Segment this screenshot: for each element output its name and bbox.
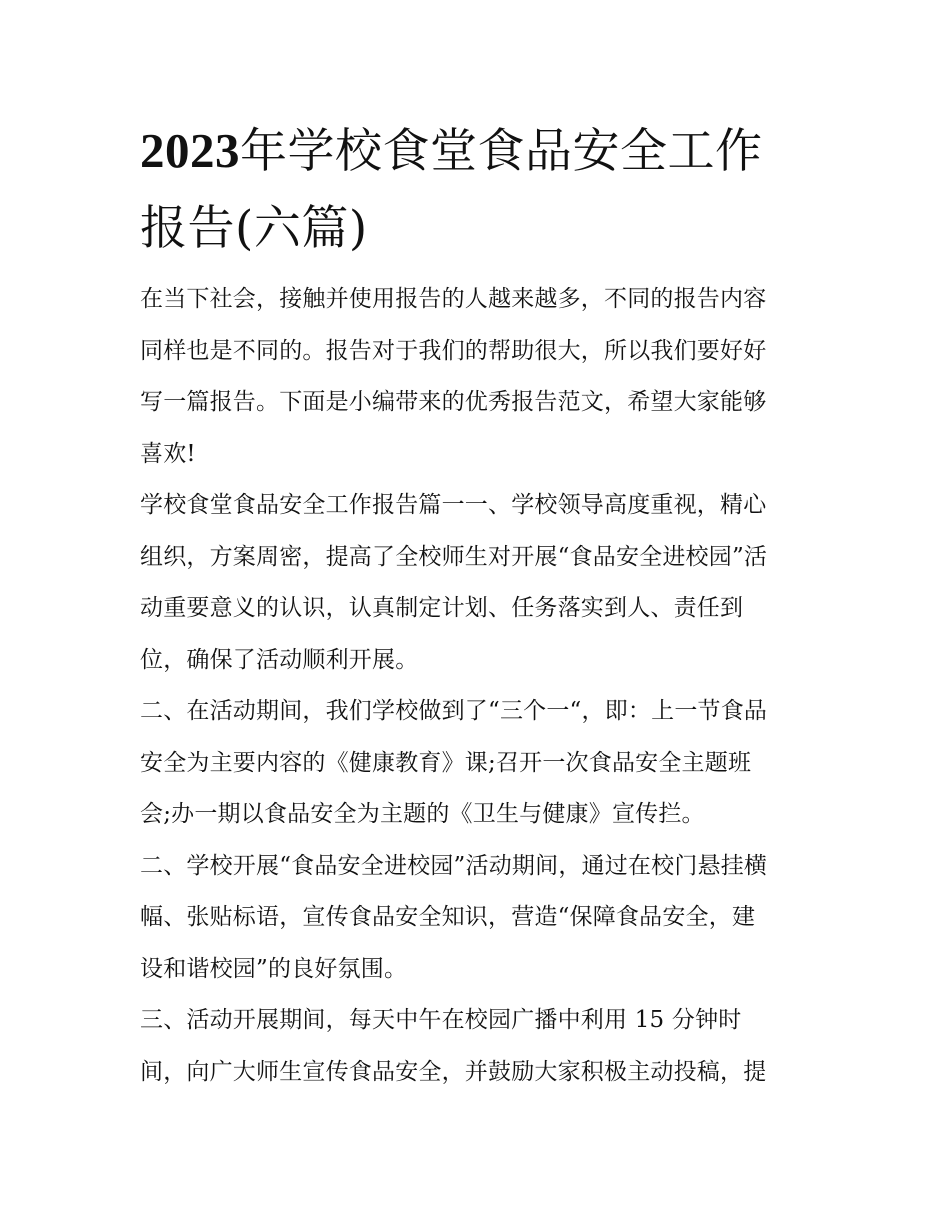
body-line: 间，向广大师生宣传食品安全，并鼓励大家积极主动投稿，提 — [140, 1058, 767, 1085]
title-line-1: 年学校食堂食品安全工作 — [240, 124, 763, 179]
body-line: 二、在活动期间，我们学校做到了“三个一“，即：上一节食品 — [140, 698, 768, 724]
body-line: 会;办一期以食品安全为主题的《卫生与健康》宣传拦。 — [140, 801, 705, 827]
document-body — [140, 274, 820, 1098]
body-line: 三、活动开展期间，每天中午在校园广播中利用 15 分钟时 — [140, 1007, 742, 1033]
document-title — [140, 112, 820, 267]
title-year: 2023 — [140, 123, 240, 178]
body-line: 喜欢! — [140, 440, 196, 467]
body-line: 组织，方案周密，提高了全校师生对开展“食品安全进校园”活 — [140, 543, 768, 570]
title-line-2: 报告(六篇) — [140, 201, 368, 256]
body-line: 动重要意义的认识，认真制定计划、任务落实到人、责任到 — [140, 595, 744, 621]
body-line: 幅、张贴标语，宣传食品安全知识，营造“保障食品安全，建 — [140, 904, 756, 930]
body-line: 安全为主要内容的《健康教育》课;召开一次食品安全主题班 — [140, 749, 752, 776]
body-line: 写一篇报告。下面是小编带来的优秀报告范文，希望大家能够 — [140, 389, 767, 415]
body-line: 二、学校开展“食品安全进校园”活动期间，通过在校门悬挂横 — [140, 852, 768, 879]
body-line: 设和谐校园”的良好氛围。 — [140, 955, 408, 982]
body-line: 同样也是不同的。报告对于我们的帮助很大，所以我们要好好 — [140, 337, 767, 364]
body-line: 在当下社会，接触并使用报告的人越来越多，不同的报告内容 — [140, 286, 767, 312]
body-line: 学校食堂食品安全工作报告篇一一、学校领导高度重视，精心 — [140, 492, 767, 518]
body-line: 位，确保了活动顺利开展。 — [140, 646, 419, 673]
